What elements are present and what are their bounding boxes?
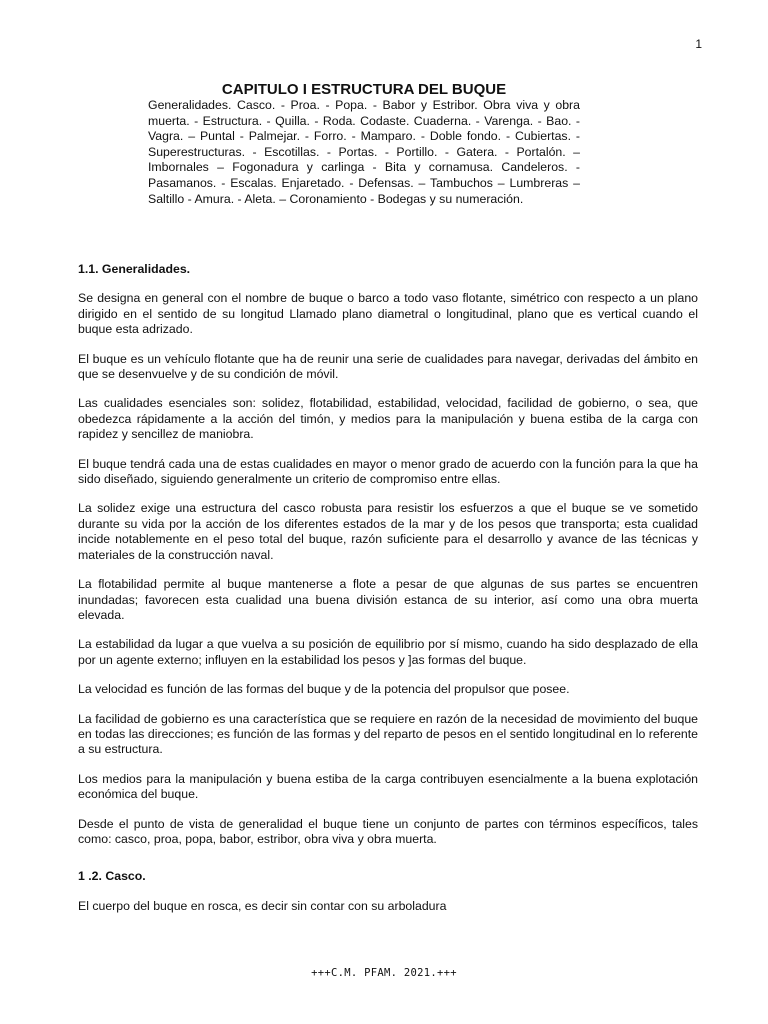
section-heading-casco: 1 .2. Casco. xyxy=(78,869,146,884)
document-body xyxy=(78,262,698,928)
page-number: 1 xyxy=(695,37,702,51)
paragraph: Desde el punto de vista de generalidad el buque tiene un conjunto de partes con términos específicos, tales como: casco, proa, popa, babor, estribor, obra viva y obra muerta. xyxy=(78,816,698,846)
paragraph: Las cualidades esenciales son: solidez, flotabilidad, estabilidad, velocidad, facilidad de gobierno, o sea, que obedezca rápidamente a la acción del timón, y medios para la manipulación y buena estiba de la carga con rapidez y sencillez de maniobra. xyxy=(78,396,698,442)
paragraph: El buque tendrá cada una de estas cualidades en mayor o menor grado de acuerdo con la función para la que ha sido diseñado, siguiendo generalmente un criterio de compromiso entre ellas. xyxy=(78,456,698,487)
section-heading-generalidades: 1.1. Generalidades. xyxy=(78,262,191,276)
paragraph: El cuerpo del buque en rosca, es decir sin contar con su arboladura xyxy=(78,898,447,913)
chapter-summary: Generalidades. Casco. - Proa. - Popa. - Babor y Estribor. Obra viva y obra muerta. - Estructura. - Quilla. - Roda. Codaste. Cuaderna. - Varenga. - Bao. - Vagra. – Puntal - Palmejar. - Forro. - Mamparo. - Doble fondo. - Cubiertas. - Superestructuras. - Escotillas. - Portas. - Portillo. - Gatera. - Portalón. – Imbornales – Fogonadura y carlinga - Bita y cornamusa. Candeleros. - Pasamanos. - Escalas. Enjaretado. - Defensas. – Tambuchos – Lumbreras – Saltillo - Amura. - Aleta. – Coronamiento - Bodegas y su numeración. xyxy=(148,98,580,206)
chapter-title: CAPITULO I ESTRUCTURA DEL BUQUE xyxy=(221,81,507,98)
paragraph: La velocidad es función de las formas del buque y de la potencia del propulsor que posee. xyxy=(78,682,570,697)
paragraph: El buque es un vehículo flotante que ha de reunir una serie de cualidades para navegar, derivadas del ámbito en que se desenvuelve y de su condición de móvil. xyxy=(78,351,698,382)
paragraph: La estabilidad da lugar a que vuelva a su posición de equilibrio por sí mismo, cuando ha sido desplazado de ella por un agente externo; influyen en la estabilidad los pesos y ]as formas del buque. xyxy=(78,637,698,667)
paragraph: Los medios para la manipulación y buena estiba de la carga contribuyen esencialmente a la buena explotación económica del buque. xyxy=(78,771,698,802)
paragraph: La facilidad de gobierno es una característica que se requiere en razón de la necesidad de movimiento del buque en todas las direcciones; es función de las formas y del reparto de pesos en el sentido longitudinal en lo referente a su estructura. xyxy=(78,711,698,757)
paragraph: Se designa en general con el nombre de buque o barco a todo vaso flotante, simétrico con respecto a un plano dirigido en el sentido de su longitud Llamado plano diametral o longitudinal, plano que es vertical cuando el buque esta adrizado. xyxy=(78,291,698,337)
paragraph: La solidez exige una estructura del casco robusta para resistir los esfuerzos a que el buque se ve sometido durante su vida por la acción de los diferentes estados de la mar y de los pesos que transporta; esta cualidad incide notablemente en el peso total del buque, razón suficiente para el desarrollo y avance de las técnicas y materiales de la construcción naval. xyxy=(78,501,698,562)
paragraph: La flotabilidad permite al buque mantenerse a flote a pesar de que algunas de sus partes se encuentren inundadas; favorecen esta cualidad una buena división estanca de su interior, así como una obra muerta elevada. xyxy=(78,577,698,622)
page-footer: +++C.M. PFAM. 2021.+++ xyxy=(311,967,457,979)
